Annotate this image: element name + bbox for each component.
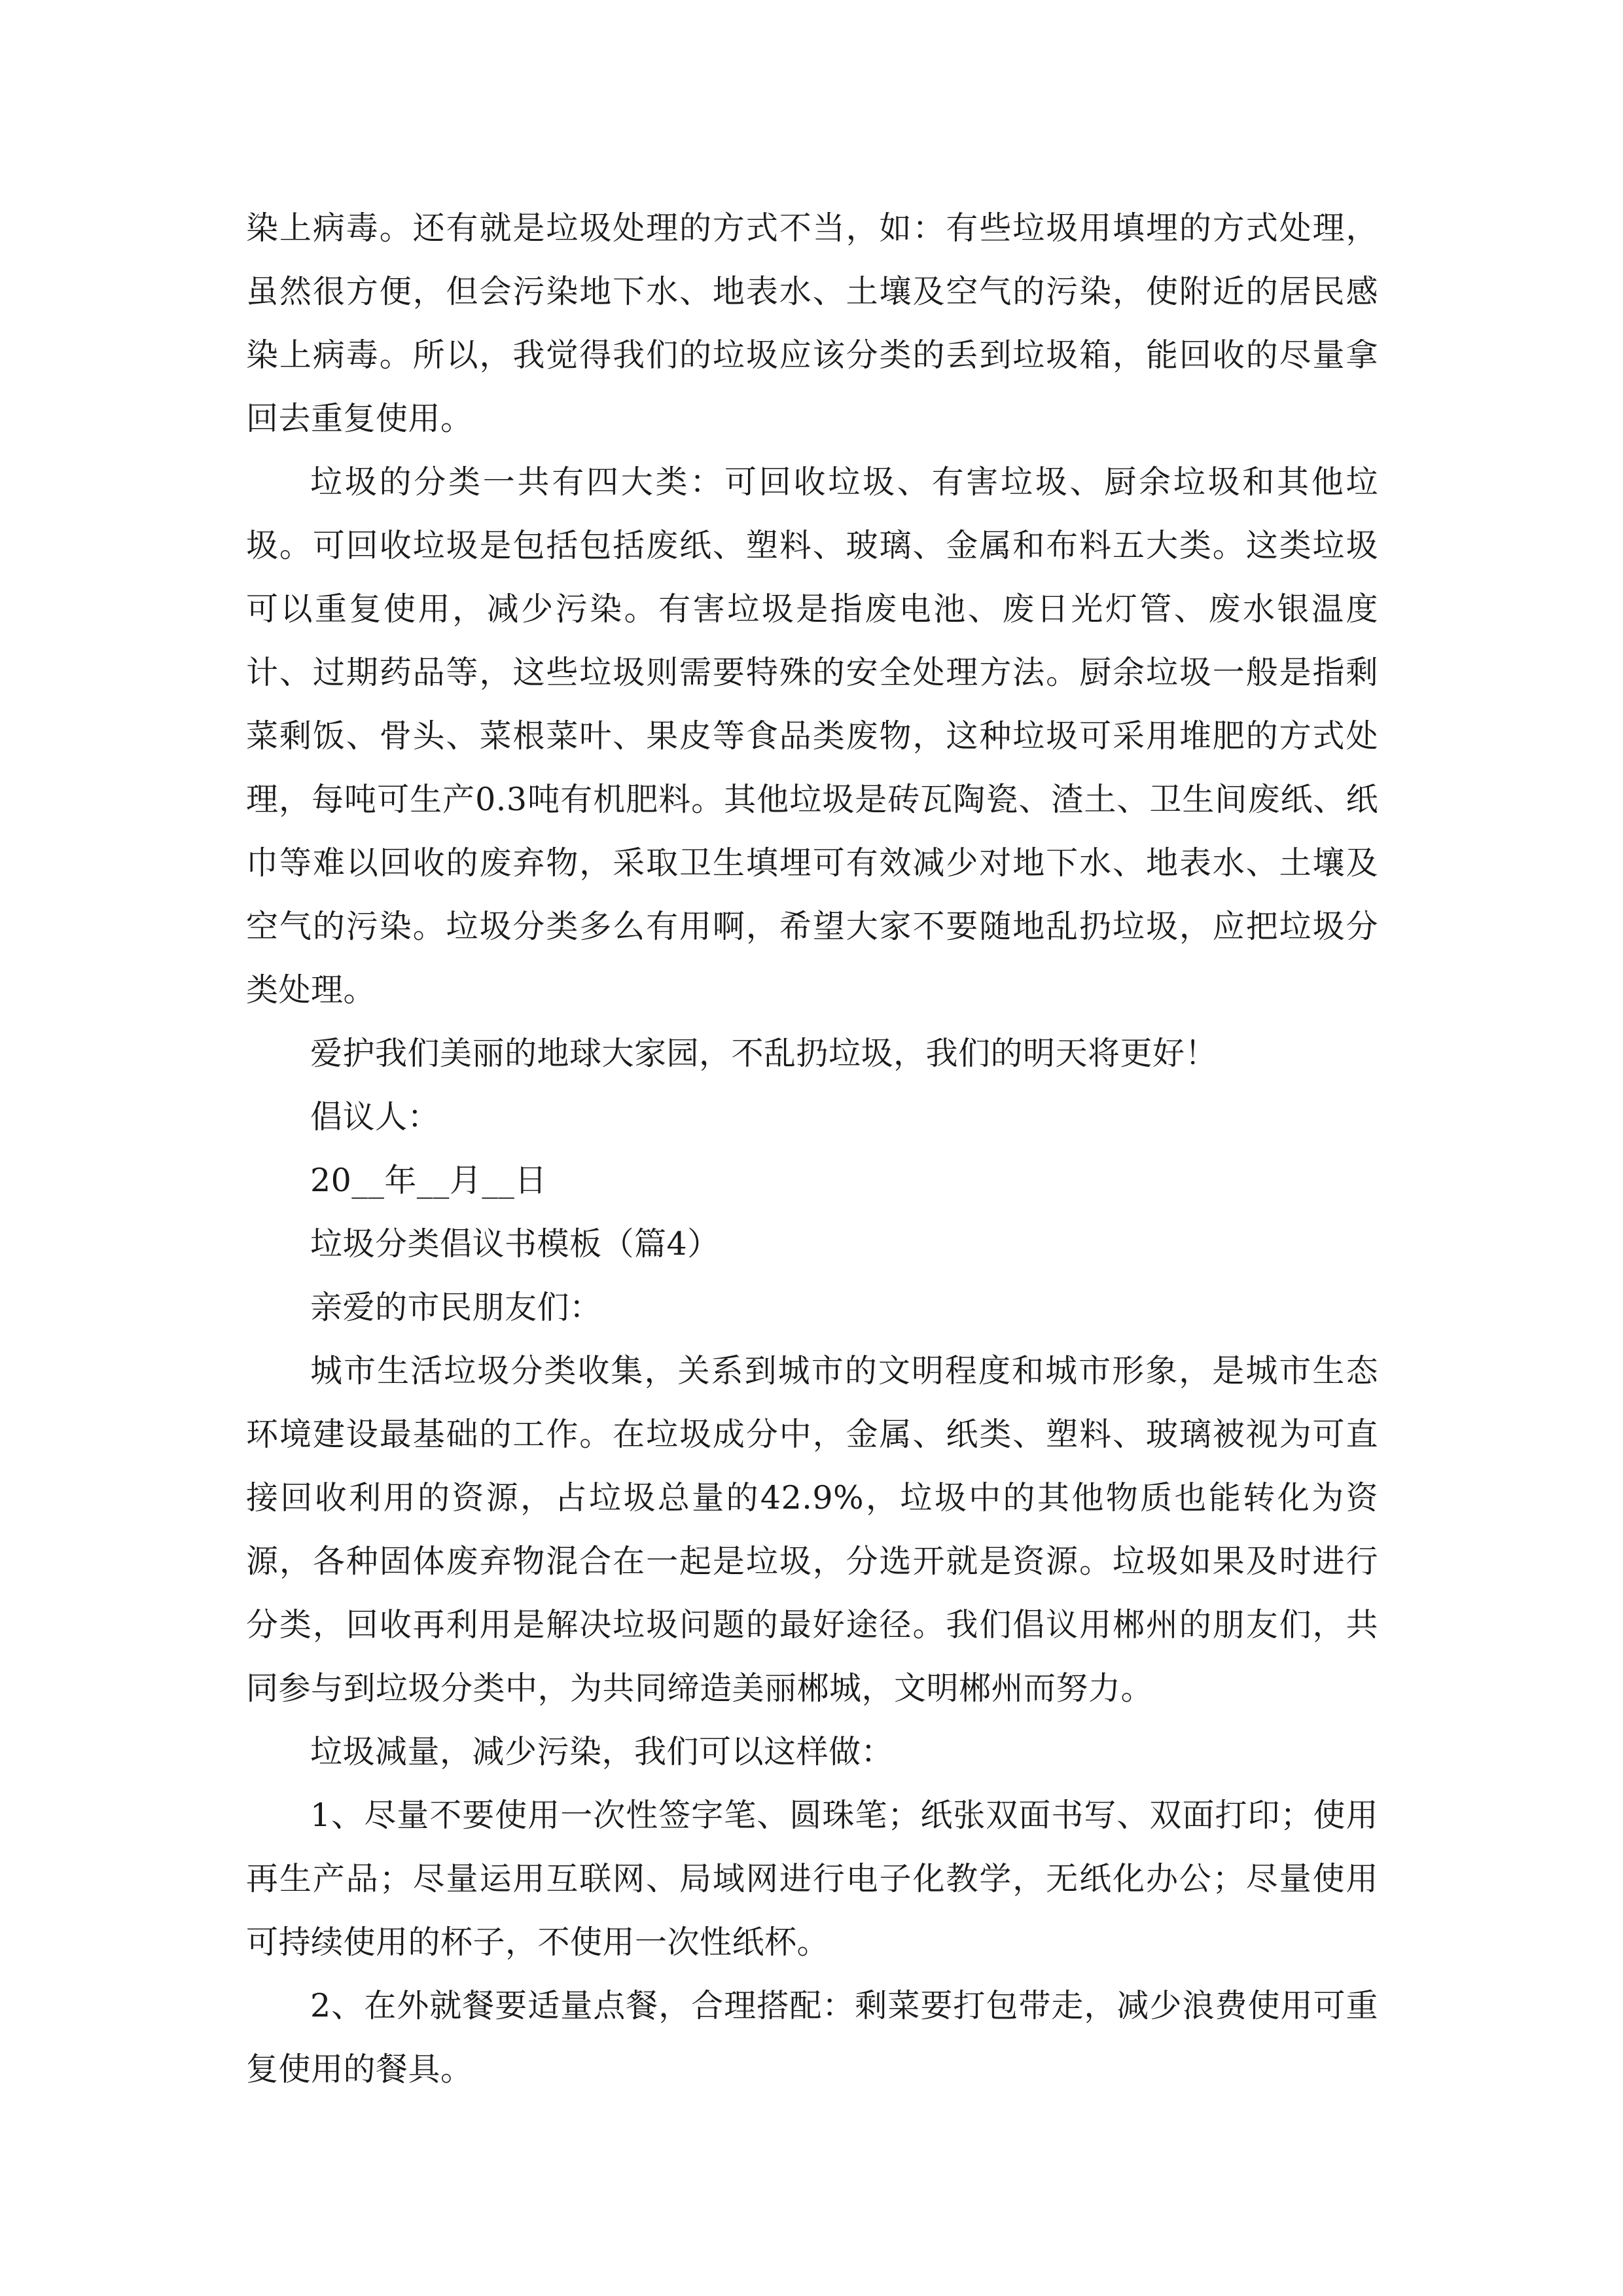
salutation: 亲爱的市民朋友们： xyxy=(310,1289,602,1326)
section-title: 垃圾分类倡议书模板（篇4） xyxy=(310,1225,720,1263)
signature-label: 倡议人： xyxy=(310,1098,440,1136)
paragraph-actions-heading: 垃圾减量，减少污染，我们可以这样做： xyxy=(310,1733,894,1770)
list-item-1: 1、尽量不要使用一次性签字笔、圆珠笔；纸张双面书写、双面打印；使用再生产品；尽量运用互联网、局域网进行电子化教学，无纸化办公；尽量使用可持续使用的杯子，不使用一次性纸杯。 xyxy=(246,1797,1378,1961)
paragraph-slogan: 爱护我们美丽的地球大家园，不乱扔垃圾，我们的明天将更好！ xyxy=(310,1035,1218,1072)
date-line: 20__年__月__日 xyxy=(310,1162,547,1199)
document-body xyxy=(246,196,1378,2101)
paragraph-intro: 城市生活垃圾分类收集，关系到城市的文明程度和城市形象，是城市生态环境建设最基础的工作。在垃圾成分中，金属、纸类、塑料、玻璃被视为可直接回收利用的资源，占垃圾总量的42.9%，垃圾中的其他物质也能转化为资源，各种固体废弃物混合在一起是垃圾，分选开就是资源。垃圾如果及时进行分类，回收再利用是解决垃圾问题的最好途径。我们倡议用郴州的朋友们，共同参与到垃圾分类中，为共同缔造美丽郴城，文明郴州而努力。 xyxy=(246,1352,1378,1707)
paragraph-continuation: 染上病毒。还有就是垃圾处理的方式不当，如：有些垃圾用填埋的方式处理，虽然很方便，但会污染地下水、地表水、土壤及空气的污染，使附近的居民感染上病毒。所以，我觉得我们的垃圾应该分类的丢到垃圾箱，能回收的尽量拿回去重复使用。 xyxy=(246,209,1378,437)
paragraph-categories: 垃圾的分类一共有四大类：可回收垃圾、有害垃圾、厨余垃圾和其他垃圾。可回收垃圾是包括包括废纸、塑料、玻璃、金属和布料五大类。这类垃圾可以重复使用，减少污染。有害垃圾是指废电池、废日光灯管、废水银温度计、过期药品等，这些垃圾则需要特殊的安全处理方法。厨余垃圾一般是指剩菜剩饭、骨头、菜根菜叶、果皮等食品类废物，这种垃圾可采用堆肥的方式处理，每吨可生产0.3吨有机肥料。其他垃圾是砖瓦陶瓷、渣土、卫生间废纸、纸巾等难以回收的废弃物，采取卫生填埋可有效减少对地下水、地表水、土壤及空气的污染。垃圾分类多么有用啊，希望大家不要随地乱扔垃圾，应把垃圾分类处理。 xyxy=(246,463,1378,1009)
list-item-2: 2、在外就餐要适量点餐，合理搭配：剩菜要打包带走，减少浪费使用可重复使用的餐具。 xyxy=(246,1987,1378,2088)
